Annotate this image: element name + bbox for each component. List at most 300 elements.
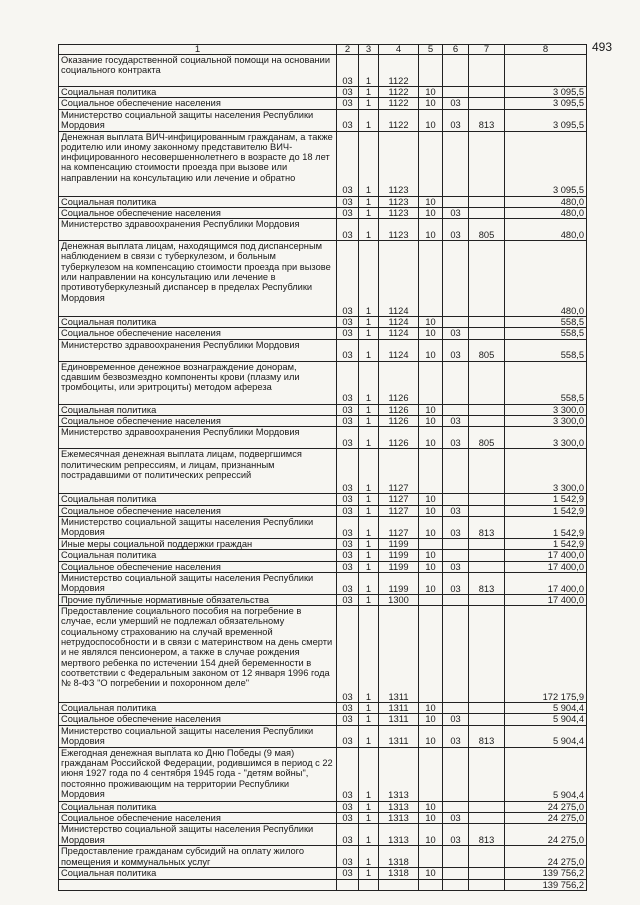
table-row bbox=[59, 494, 587, 505]
row-name: Денежная выплата ВИЧ-инфицированным гражданам, а также родителю или иному законному представителю ВИЧ-инфицированного несовершеннолетнего в возрасте до 18 лет на компенсацию стоимости проезда при вызове или направлении на консультацию или лечение и обратно bbox=[59, 131, 337, 196]
code-cell bbox=[443, 606, 469, 703]
code-cell bbox=[443, 87, 469, 98]
code-cell: 03 bbox=[443, 219, 469, 241]
code-cell: 1124 bbox=[379, 241, 419, 317]
header-cell: 7 bbox=[469, 45, 505, 55]
row-name: Социальная политика bbox=[59, 317, 337, 328]
code-cell: 1 bbox=[359, 55, 379, 87]
code-cell: 813 bbox=[469, 725, 505, 747]
code-cell: 10 bbox=[419, 109, 443, 131]
code-cell bbox=[469, 55, 505, 87]
code-cell: 03 bbox=[337, 516, 359, 538]
code-cell: 1123 bbox=[379, 219, 419, 241]
code-cell: 03 bbox=[337, 703, 359, 714]
code-cell bbox=[469, 449, 505, 494]
table-row bbox=[59, 98, 587, 109]
code-cell: 1 bbox=[359, 813, 379, 824]
code-cell: 1124 bbox=[379, 328, 419, 339]
code-cell: 10 bbox=[419, 824, 443, 846]
code-cell: 1122 bbox=[379, 98, 419, 109]
code-cell: 10 bbox=[419, 404, 443, 415]
code-cell bbox=[443, 801, 469, 812]
code-cell bbox=[469, 550, 505, 561]
code-cell: 03 bbox=[337, 131, 359, 196]
code-cell: 1 bbox=[359, 747, 379, 801]
code-cell: 03 bbox=[337, 98, 359, 109]
code-cell: 10 bbox=[419, 505, 443, 516]
code-cell bbox=[469, 317, 505, 328]
code-cell: 1126 bbox=[379, 361, 419, 404]
row-name: Предоставление гражданам субсидий на оплату жилого помещения и коммунальных услуг bbox=[59, 846, 337, 868]
table-row bbox=[59, 868, 587, 879]
code-cell bbox=[419, 747, 443, 801]
amount-cell bbox=[505, 55, 587, 87]
code-cell bbox=[469, 404, 505, 415]
code-cell: 03 bbox=[337, 219, 359, 241]
code-cell: 03 bbox=[337, 725, 359, 747]
amount-cell: 480,0 bbox=[505, 219, 587, 241]
row-name: Социальная политика bbox=[59, 703, 337, 714]
code-cell bbox=[443, 131, 469, 196]
code-cell: 805 bbox=[469, 219, 505, 241]
code-cell bbox=[419, 606, 443, 703]
code-cell: 1313 bbox=[379, 824, 419, 846]
code-cell bbox=[469, 87, 505, 98]
code-cell: 03 bbox=[443, 813, 469, 824]
code-cell: 1 bbox=[359, 416, 379, 427]
code-cell: 813 bbox=[469, 572, 505, 594]
amount-cell: 480,0 bbox=[505, 241, 587, 317]
code-cell: 10 bbox=[419, 714, 443, 725]
code-cell: 03 bbox=[337, 109, 359, 131]
row-name: Социальная политика bbox=[59, 801, 337, 812]
table-header-row bbox=[59, 45, 587, 55]
table-row bbox=[59, 131, 587, 196]
code-cell: 1311 bbox=[379, 725, 419, 747]
table-row bbox=[59, 109, 587, 131]
table-row bbox=[59, 516, 587, 538]
code-cell: 03 bbox=[443, 725, 469, 747]
amount-cell: 480,0 bbox=[505, 207, 587, 218]
code-cell: 1 bbox=[359, 606, 379, 703]
code-cell: 1 bbox=[359, 404, 379, 415]
code-cell: 03 bbox=[337, 87, 359, 98]
amount-cell: 24 275,0 bbox=[505, 813, 587, 824]
amount-cell: 24 275,0 bbox=[505, 846, 587, 868]
code-cell bbox=[469, 196, 505, 207]
amount-cell: 558,5 bbox=[505, 328, 587, 339]
code-cell: 03 bbox=[337, 494, 359, 505]
code-cell: 10 bbox=[419, 725, 443, 747]
code-cell bbox=[443, 361, 469, 404]
header-cell: 6 bbox=[443, 45, 469, 55]
row-name: Социальное обеспечение населения bbox=[59, 328, 337, 339]
amount-cell: 139 756,2 bbox=[505, 868, 587, 879]
code-cell: 1 bbox=[359, 561, 379, 572]
code-cell: 1 bbox=[359, 538, 379, 549]
header-cell: 8 bbox=[505, 45, 587, 55]
code-cell bbox=[443, 846, 469, 868]
row-name: Социальное обеспечение населения bbox=[59, 98, 337, 109]
code-cell: 03 bbox=[337, 550, 359, 561]
code-cell: 03 bbox=[337, 404, 359, 415]
code-cell: 1 bbox=[359, 241, 379, 317]
table-row bbox=[59, 207, 587, 218]
table-row bbox=[59, 725, 587, 747]
table-row bbox=[59, 87, 587, 98]
code-cell: 10 bbox=[419, 416, 443, 427]
code-cell: 1127 bbox=[379, 494, 419, 505]
amount-cell: 172 175,9 bbox=[505, 606, 587, 703]
amount-cell: 3 095,5 bbox=[505, 87, 587, 98]
code-cell: 1126 bbox=[379, 427, 419, 449]
row-name: Предоставление социального пособия на погребение в случае, если умерший не подлежал обязательному социальному страхованию на случай временной нетрудоспособности и в связи с материнством на день смерти и не являлся пенсионером, а также в случае рождения мертвого ребенка по истечении 154 дней беременности в соответствии с Федеральным законом от 12 января 1996 года № 8-ФЗ "О погребении и похоронном деле" bbox=[59, 606, 337, 703]
code-cell bbox=[337, 879, 359, 890]
code-cell: 10 bbox=[419, 516, 443, 538]
code-cell: 1 bbox=[359, 131, 379, 196]
code-cell: 03 bbox=[443, 427, 469, 449]
code-cell bbox=[469, 879, 505, 890]
code-cell: 1 bbox=[359, 801, 379, 812]
amount-cell: 24 275,0 bbox=[505, 801, 587, 812]
code-cell bbox=[443, 550, 469, 561]
code-cell: 03 bbox=[337, 361, 359, 404]
code-cell: 03 bbox=[337, 328, 359, 339]
code-cell: 03 bbox=[443, 505, 469, 516]
code-cell: 1 bbox=[359, 494, 379, 505]
table-row bbox=[59, 606, 587, 703]
code-cell: 1 bbox=[359, 87, 379, 98]
code-cell: 1 bbox=[359, 328, 379, 339]
code-cell bbox=[419, 449, 443, 494]
code-cell: 1 bbox=[359, 516, 379, 538]
row-name: Социальное обеспечение населения bbox=[59, 207, 337, 218]
code-cell: 10 bbox=[419, 868, 443, 879]
code-cell bbox=[419, 846, 443, 868]
code-cell: 1122 bbox=[379, 109, 419, 131]
code-cell: 10 bbox=[419, 317, 443, 328]
header-cell: 2 bbox=[337, 45, 359, 55]
code-cell bbox=[443, 747, 469, 801]
code-cell: 1123 bbox=[379, 207, 419, 218]
code-cell: 03 bbox=[443, 516, 469, 538]
code-cell: 03 bbox=[337, 572, 359, 594]
code-cell: 1311 bbox=[379, 703, 419, 714]
code-cell: 1318 bbox=[379, 868, 419, 879]
row-name: Министерство здравоохранения Республики Мордовия bbox=[59, 427, 337, 449]
code-cell: 03 bbox=[337, 538, 359, 549]
row-name: Социальная политика bbox=[59, 550, 337, 561]
code-cell bbox=[443, 55, 469, 87]
amount-cell: 5 904,4 bbox=[505, 714, 587, 725]
table-row bbox=[59, 219, 587, 241]
table-row bbox=[59, 550, 587, 561]
amount-cell: 1 542,9 bbox=[505, 516, 587, 538]
amount-cell: 24 275,0 bbox=[505, 824, 587, 846]
code-cell bbox=[469, 416, 505, 427]
code-cell bbox=[469, 538, 505, 549]
code-cell bbox=[469, 703, 505, 714]
code-cell bbox=[419, 879, 443, 890]
row-name: Ежегодная денежная выплата ко Дню Победы (9 мая) гражданам Российской Федерации, родившимся в период с 22 июня 1927 года по 4 сентября 1945 года - "детям войны", постоянно проживающим на территории Республики Мордовия bbox=[59, 747, 337, 801]
code-cell: 10 bbox=[419, 813, 443, 824]
code-cell bbox=[469, 98, 505, 109]
code-cell bbox=[443, 879, 469, 890]
code-cell: 03 bbox=[443, 572, 469, 594]
code-cell: 1 bbox=[359, 846, 379, 868]
code-cell: 1 bbox=[359, 317, 379, 328]
code-cell: 1199 bbox=[379, 572, 419, 594]
table-row bbox=[59, 55, 587, 87]
row-name: Министерство социальной защиты населения Республики Мордовия bbox=[59, 109, 337, 131]
table-row bbox=[59, 703, 587, 714]
code-cell bbox=[469, 561, 505, 572]
row-name: Прочие публичные нормативные обязательства bbox=[59, 594, 337, 605]
code-cell: 03 bbox=[337, 55, 359, 87]
table-row bbox=[59, 538, 587, 549]
code-cell: 10 bbox=[419, 339, 443, 361]
code-cell: 1 bbox=[359, 219, 379, 241]
code-cell: 03 bbox=[443, 328, 469, 339]
table-row bbox=[59, 328, 587, 339]
amount-cell: 3 300,0 bbox=[505, 449, 587, 494]
row-name: Министерство здравоохранения Республики Мордовия bbox=[59, 339, 337, 361]
code-cell: 1300 bbox=[379, 594, 419, 605]
row-name: Единовременное денежное вознаграждение донорам, сдавшим безвозмездно компоненты крови (плазму или тромбоциты, или эритроциты) методом афереза bbox=[59, 361, 337, 404]
code-cell: 1313 bbox=[379, 747, 419, 801]
code-cell: 03 bbox=[337, 606, 359, 703]
code-cell bbox=[443, 594, 469, 605]
code-cell: 10 bbox=[419, 550, 443, 561]
code-cell bbox=[469, 714, 505, 725]
amount-cell: 5 904,4 bbox=[505, 703, 587, 714]
amount-cell: 17 400,0 bbox=[505, 561, 587, 572]
code-cell bbox=[379, 879, 419, 890]
code-cell: 10 bbox=[419, 87, 443, 98]
table-row bbox=[59, 339, 587, 361]
table-row bbox=[59, 404, 587, 415]
code-cell: 1199 bbox=[379, 538, 419, 549]
table-row bbox=[59, 241, 587, 317]
code-cell: 1 bbox=[359, 98, 379, 109]
table-row bbox=[59, 449, 587, 494]
row-name: Иные меры социальной поддержки граждан bbox=[59, 538, 337, 549]
code-cell: 03 bbox=[443, 824, 469, 846]
code-cell: 10 bbox=[419, 703, 443, 714]
row-name: Министерство социальной защиты населения Республики Мордовия bbox=[59, 572, 337, 594]
code-cell: 10 bbox=[419, 207, 443, 218]
code-cell: 10 bbox=[419, 328, 443, 339]
table-row bbox=[59, 317, 587, 328]
code-cell: 03 bbox=[337, 317, 359, 328]
code-cell: 1313 bbox=[379, 801, 419, 812]
code-cell: 03 bbox=[337, 747, 359, 801]
code-cell bbox=[469, 594, 505, 605]
code-cell bbox=[443, 538, 469, 549]
code-cell: 1 bbox=[359, 594, 379, 605]
row-name: Социальная политика bbox=[59, 87, 337, 98]
code-cell: 1 bbox=[359, 361, 379, 404]
row-name: Социальное обеспечение населения bbox=[59, 416, 337, 427]
amount-cell: 17 400,0 bbox=[505, 594, 587, 605]
code-cell bbox=[443, 494, 469, 505]
code-cell: 1 bbox=[359, 109, 379, 131]
code-cell: 10 bbox=[419, 561, 443, 572]
table-row bbox=[59, 879, 587, 890]
code-cell: 1199 bbox=[379, 561, 419, 572]
code-cell: 03 bbox=[443, 714, 469, 725]
code-cell: 03 bbox=[337, 449, 359, 494]
code-cell: 1127 bbox=[379, 505, 419, 516]
code-cell bbox=[419, 361, 443, 404]
amount-cell: 3 095,5 bbox=[505, 98, 587, 109]
code-cell bbox=[443, 241, 469, 317]
code-cell bbox=[419, 594, 443, 605]
amount-cell: 558,5 bbox=[505, 339, 587, 361]
table-row bbox=[59, 846, 587, 868]
code-cell bbox=[419, 538, 443, 549]
row-name: Министерство социальной защиты населения Республики Мордовия bbox=[59, 516, 337, 538]
header-cell: 3 bbox=[359, 45, 379, 55]
code-cell: 1127 bbox=[379, 516, 419, 538]
code-cell: 03 bbox=[337, 824, 359, 846]
table-row bbox=[59, 427, 587, 449]
code-cell: 1 bbox=[359, 714, 379, 725]
code-cell bbox=[469, 801, 505, 812]
code-cell bbox=[469, 747, 505, 801]
row-name: Социальное обеспечение населения bbox=[59, 813, 337, 824]
code-cell: 1122 bbox=[379, 87, 419, 98]
code-cell: 10 bbox=[419, 98, 443, 109]
table-row bbox=[59, 714, 587, 725]
code-cell bbox=[419, 131, 443, 196]
code-cell: 03 bbox=[337, 801, 359, 812]
amount-cell: 1 542,9 bbox=[505, 505, 587, 516]
code-cell: 1123 bbox=[379, 196, 419, 207]
header-cell: 4 bbox=[379, 45, 419, 55]
code-cell bbox=[443, 449, 469, 494]
table-body bbox=[59, 45, 587, 891]
code-cell: 10 bbox=[419, 801, 443, 812]
code-cell: 03 bbox=[337, 427, 359, 449]
amount-cell: 139 756,2 bbox=[505, 879, 587, 890]
header-cell: 5 bbox=[419, 45, 443, 55]
code-cell: 1 bbox=[359, 824, 379, 846]
row-name: Социальное обеспечение населения bbox=[59, 714, 337, 725]
code-cell: 813 bbox=[469, 109, 505, 131]
code-cell bbox=[469, 505, 505, 516]
code-cell: 03 bbox=[337, 714, 359, 725]
row-name: Социальное обеспечение населения bbox=[59, 505, 337, 516]
code-cell: 1 bbox=[359, 339, 379, 361]
code-cell bbox=[419, 55, 443, 87]
amount-cell: 480,0 bbox=[505, 196, 587, 207]
code-cell: 03 bbox=[337, 846, 359, 868]
table-row bbox=[59, 572, 587, 594]
code-cell: 1 bbox=[359, 725, 379, 747]
code-cell: 03 bbox=[337, 196, 359, 207]
amount-cell: 5 904,4 bbox=[505, 747, 587, 801]
row-name: Социальная политика bbox=[59, 494, 337, 505]
table-row bbox=[59, 594, 587, 605]
row-name: Министерство социальной защиты населения Республики Мордовия bbox=[59, 725, 337, 747]
code-cell: 03 bbox=[443, 339, 469, 361]
code-cell bbox=[469, 606, 505, 703]
row-name: Оказание государственной социальной помощи на основании социального контракта bbox=[59, 55, 337, 87]
table-row bbox=[59, 416, 587, 427]
code-cell: 10 bbox=[419, 494, 443, 505]
code-cell bbox=[443, 868, 469, 879]
amount-cell: 1 542,9 bbox=[505, 538, 587, 549]
code-cell: 1 bbox=[359, 427, 379, 449]
row-name: Социальная политика bbox=[59, 868, 337, 879]
code-cell: 1 bbox=[359, 196, 379, 207]
code-cell: 1199 bbox=[379, 550, 419, 561]
code-cell: 03 bbox=[443, 109, 469, 131]
code-cell: 03 bbox=[443, 207, 469, 218]
code-cell bbox=[469, 846, 505, 868]
code-cell: 1 bbox=[359, 207, 379, 218]
code-cell: 03 bbox=[337, 207, 359, 218]
code-cell: 10 bbox=[419, 219, 443, 241]
code-cell: 1311 bbox=[379, 714, 419, 725]
code-cell: 03 bbox=[337, 594, 359, 605]
amount-cell: 3 095,5 bbox=[505, 109, 587, 131]
code-cell: 1 bbox=[359, 505, 379, 516]
code-cell bbox=[443, 703, 469, 714]
table-row bbox=[59, 361, 587, 404]
amount-cell: 3 300,0 bbox=[505, 427, 587, 449]
amount-cell: 1 542,9 bbox=[505, 494, 587, 505]
row-name: Социальное обеспечение населения bbox=[59, 561, 337, 572]
code-cell: 1 bbox=[359, 550, 379, 561]
table-row bbox=[59, 801, 587, 812]
code-cell bbox=[443, 404, 469, 415]
code-cell bbox=[469, 813, 505, 824]
row-name: Денежная выплата лицам, находящимся под диспансерным наблюдением в связи с туберкулезом, и больным туберкулезом на компенсацию стоимости проезда при вызове или направлении на консультацию или лечение в противотуберкулезный диспансер в пределах Республики Мордовия bbox=[59, 241, 337, 317]
code-cell: 813 bbox=[469, 824, 505, 846]
code-cell bbox=[469, 131, 505, 196]
code-cell: 10 bbox=[419, 196, 443, 207]
row-name: Министерство здравоохранения Республики Мордовия bbox=[59, 219, 337, 241]
code-cell: 10 bbox=[419, 572, 443, 594]
amount-cell: 558,5 bbox=[505, 317, 587, 328]
code-cell: 805 bbox=[469, 339, 505, 361]
code-cell: 1123 bbox=[379, 131, 419, 196]
code-cell: 1 bbox=[359, 703, 379, 714]
amount-cell: 17 400,0 bbox=[505, 572, 587, 594]
code-cell: 10 bbox=[419, 427, 443, 449]
amount-cell: 17 400,0 bbox=[505, 550, 587, 561]
table-row bbox=[59, 196, 587, 207]
amount-cell: 5 904,4 bbox=[505, 725, 587, 747]
code-cell: 03 bbox=[443, 416, 469, 427]
code-cell: 03 bbox=[443, 98, 469, 109]
code-cell bbox=[443, 317, 469, 328]
code-cell: 1126 bbox=[379, 404, 419, 415]
code-cell bbox=[469, 361, 505, 404]
budget-table bbox=[58, 44, 587, 891]
code-cell: 813 bbox=[469, 516, 505, 538]
code-cell: 03 bbox=[337, 339, 359, 361]
row-name: Социальная политика bbox=[59, 404, 337, 415]
table-row bbox=[59, 824, 587, 846]
row-name: Социальная политика bbox=[59, 196, 337, 207]
code-cell: 03 bbox=[443, 561, 469, 572]
code-cell: 1126 bbox=[379, 416, 419, 427]
code-cell: 1 bbox=[359, 572, 379, 594]
amount-cell: 3 300,0 bbox=[505, 404, 587, 415]
